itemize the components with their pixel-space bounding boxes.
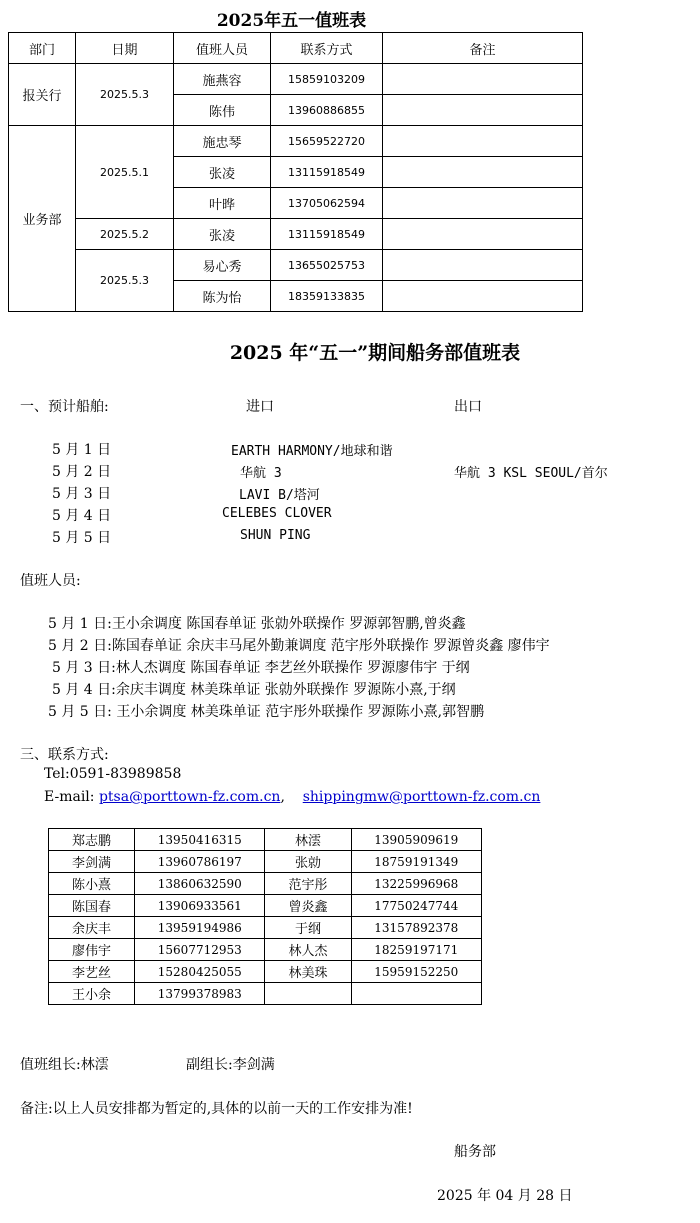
- phone-cell: 17750247744: [351, 895, 481, 917]
- remark-cell: [383, 219, 583, 250]
- staff-row: 5 月 5 日: 王小余调度 林美珠单证 范宇彤外联操作 罗源陈小熹,郭智鹏: [48, 704, 485, 720]
- contact-tel: Tel:0591-83989858: [44, 766, 182, 782]
- staff-row: 5 月 4 日:余庆丰调度 林美珠单证 张勍外联操作 罗源陈小熹,于纲: [52, 682, 456, 698]
- name-cell: 郑志鹏: [49, 829, 135, 851]
- phone-cell: 13799378983: [135, 983, 265, 1005]
- phone-cell: [351, 983, 481, 1005]
- remark-cell: [383, 188, 583, 219]
- phone-cell: 13860632590: [135, 873, 265, 895]
- email-link-1[interactable]: ptsa@porttown-fz.com.cn: [98, 789, 281, 805]
- table-row: [49, 961, 482, 983]
- phone-cell: 13960886855: [271, 95, 383, 126]
- team-leader: 值班组长:林澐: [20, 1057, 109, 1073]
- ship-date: 5 月 5 日: [52, 530, 112, 546]
- name-cell: 范宇彤: [265, 873, 351, 895]
- issue-date: 2025 年 04 月 28 日: [437, 1188, 573, 1204]
- table-row: [49, 917, 482, 939]
- table-row: [9, 64, 583, 95]
- phone-cell: 18259197171: [351, 939, 481, 961]
- phone-cell: 13950416315: [135, 829, 265, 851]
- header-date: 日期: [76, 33, 174, 64]
- staff-cell: 陈伟: [174, 95, 271, 126]
- header-staff: 值班人员: [174, 33, 271, 64]
- remark-cell: [383, 281, 583, 312]
- name-cell: 张勍: [265, 851, 351, 873]
- ship-in: LAVI B/塔河: [239, 488, 320, 503]
- duty-table: [8, 32, 583, 312]
- email-separator: ,: [280, 789, 285, 805]
- name-cell: 曾炎鑫: [265, 895, 351, 917]
- date-cell: 2025.5.3: [76, 64, 174, 126]
- phone-cell: 15280425055: [135, 961, 265, 983]
- staff-row: 5 月 2 日:陈国春单证 余庆丰马尾外勤兼调度 范宇彤外联操作 罗源曾炎鑫 廖伟宇: [48, 638, 550, 654]
- staff-cell: 施燕容: [174, 64, 271, 95]
- name-cell: 林美珠: [265, 961, 351, 983]
- phone-cell: 13960786197: [135, 851, 265, 873]
- phone-cell: 15959152250: [351, 961, 481, 983]
- name-cell: 王小余: [49, 983, 135, 1005]
- phone-cell: 18359133835: [271, 281, 383, 312]
- table-row: [9, 219, 583, 250]
- ships-col-out: 出口: [454, 399, 482, 415]
- name-cell: 于纲: [265, 917, 351, 939]
- staff-cell: 易心秀: [174, 250, 271, 281]
- date-cell: 2025.5.2: [76, 219, 174, 250]
- phone-cell: 15659522720: [271, 126, 383, 157]
- name-cell: 廖伟宇: [49, 939, 135, 961]
- date-cell: 2025.5.3: [76, 250, 174, 312]
- phone-cell: 18759191349: [351, 851, 481, 873]
- phone-cell: 15607712953: [135, 939, 265, 961]
- table-row: [9, 126, 583, 157]
- ship-out: 华航 3 KSL SEOUL/首尔: [454, 466, 608, 481]
- name-cell: 李剑满: [49, 851, 135, 873]
- ships-heading: 一、预计船舶:: [20, 399, 109, 415]
- ships-col-in: 进口: [246, 399, 274, 415]
- ship-in: SHUN PING: [240, 528, 311, 543]
- header-remark: 备注: [383, 33, 583, 64]
- remark-cell: [383, 157, 583, 188]
- header-contact: 联系方式: [271, 33, 383, 64]
- remark-cell: [383, 250, 583, 281]
- ship-in: EARTH HARMONY/地球和谐: [231, 444, 393, 459]
- name-cell: 余庆丰: [49, 917, 135, 939]
- name-cell: 陈国春: [49, 895, 135, 917]
- ship-in: CELEBES CLOVER: [222, 506, 332, 521]
- phone-cell: 13225996968: [351, 873, 481, 895]
- ship-date: 5 月 3 日: [52, 486, 112, 502]
- email-link-2[interactable]: shippingmw@porttown-fz.com.cn: [302, 789, 541, 805]
- table-row: [49, 873, 482, 895]
- name-cell: 林澐: [265, 829, 351, 851]
- dept-cell: 业务部: [9, 126, 76, 312]
- table-row: [49, 851, 482, 873]
- phone-cell: 13157892378: [351, 917, 481, 939]
- staff-row: 5 月 1 日:王小余调度 陈国春单证 张勍外联操作 罗源郭智鹏,曾炎鑫: [48, 616, 466, 632]
- phone-cell: 13655025753: [271, 250, 383, 281]
- remark-note: 备注:以上人员安排都为暂定的,具体的以前一天的工作安排为准!: [20, 1101, 413, 1117]
- contact-heading: 三、联系方式:: [20, 747, 109, 763]
- remark-cell: [383, 95, 583, 126]
- contacts-table: [48, 828, 482, 1005]
- phone-cell: 15859103209: [271, 64, 383, 95]
- ship-date: 5 月 1 日: [52, 442, 112, 458]
- staff-cell: 张凌: [174, 157, 271, 188]
- phone-cell: 13906933561: [135, 895, 265, 917]
- staff-cell: 张凌: [174, 219, 271, 250]
- remark-cell: [383, 64, 583, 95]
- dept-cell: 报关行: [9, 64, 76, 126]
- table-row: [9, 250, 583, 281]
- staff-cell: 施忠琴: [174, 126, 271, 157]
- table-row: [49, 829, 482, 851]
- table-row: [49, 895, 482, 917]
- phone-cell: 13115918549: [271, 219, 383, 250]
- name-cell: 李艺丝: [49, 961, 135, 983]
- table-row: [49, 939, 482, 961]
- issuing-dept: 船务部: [454, 1144, 496, 1160]
- remark-cell: [383, 126, 583, 157]
- header-dept: 部门: [9, 33, 76, 64]
- name-cell: 林人杰: [265, 939, 351, 961]
- contact-email-line: [44, 789, 540, 805]
- email-label: E-mail:: [44, 789, 99, 805]
- ship-date: 5 月 2 日: [52, 464, 112, 480]
- doc2-title: 2025 年“五一”期间船务部值班表: [229, 342, 521, 364]
- staff-cell: 叶晔: [174, 188, 271, 219]
- date-cell: 2025.5.1: [76, 126, 174, 219]
- phone-cell: 13115918549: [271, 157, 383, 188]
- staff-heading: 值班人员:: [20, 573, 81, 589]
- table1-title: 2025年五一值班表: [216, 11, 367, 31]
- staff-row: 5 月 3 日:林人杰调度 陈国春单证 李艺丝外联操作 罗源廖伟宇 于纲: [52, 660, 470, 676]
- ship-date: 5 月 4 日: [52, 508, 112, 524]
- deputy-leader: 副组长:李剑满: [186, 1057, 275, 1073]
- name-cell: [265, 983, 351, 1005]
- phone-cell: 13705062594: [271, 188, 383, 219]
- name-cell: 陈小熹: [49, 873, 135, 895]
- phone-cell: 13905909619: [351, 829, 481, 851]
- staff-cell: 陈为怡: [174, 281, 271, 312]
- table-header-row: [9, 33, 583, 64]
- table-row: [49, 983, 482, 1005]
- ship-in: 华航 3: [240, 466, 282, 481]
- phone-cell: 13959194986: [135, 917, 265, 939]
